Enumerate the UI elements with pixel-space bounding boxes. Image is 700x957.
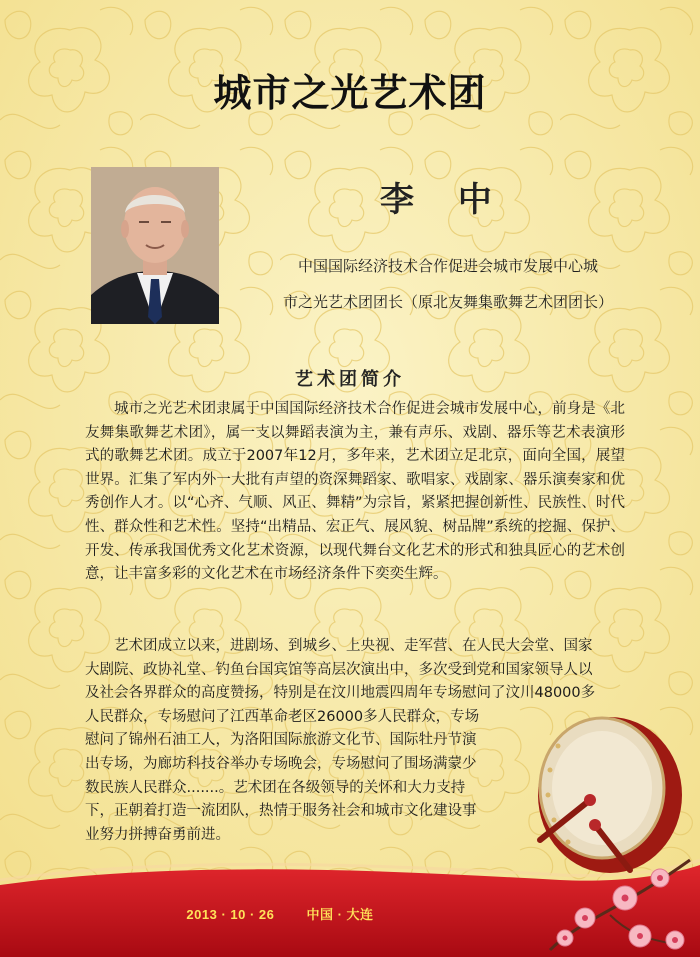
person-position — [248, 248, 648, 320]
paragraph-2-line: 艺术团成立以来，进剧场、到城乡、上央视、走军营、在人民大会堂、国家 — [114, 638, 593, 654]
intro-paragraph-1: 城市之光艺术团隶属于中国国际经济技术合作促进会城市发展中心，前身是《北友舞集歌舞艺术团》，属一支以舞蹈表演为主，兼有声乐、戏剧、器乐等艺术表演形式的歌舞艺术团。成立于2007年12月，多年来，艺术团立足北京，面向全国，展望世界。汇集了军内外一大批有声望的资深舞蹈家、歌唱家、戏剧家、器乐演奏家和优秀创作人才。以“心齐、气顺、风正、舞精”为宗旨，紧紧把握创新性、民族性、时代性、群众性和艺术性。坚持“出精品、宏正气、展风貌、树品牌”系统的挖掘、保护、开发、传承我国优秀文化艺术资源，以现代舞台文化艺术的形式和独具匠心的艺术创意，让丰富多彩的文化艺术在市场经济条件下奕奕生辉。 — [85, 401, 625, 583]
footer-place: 中国 · 大连 — [306, 907, 374, 922]
page-title: 城市之光艺术团 — [213, 70, 487, 115]
paragraph-2-line: 大剧院、政协礼堂、钓鱼台国宾馆等高层次演出中，多次受到党和国家领导人以 — [85, 661, 593, 678]
paragraph-2-line: 慰问了锦州石油工人，为洛阳国际旅游文化节、国际牡丹节演 — [85, 732, 477, 749]
plum-blossom-decoration — [540, 840, 700, 957]
footer-date-place — [0, 904, 560, 923]
person-position-line-2: 市之光艺术团团长（原北友舞集歌舞艺术团团长） — [282, 293, 613, 311]
paragraph-2-line: 及社会各界群众的高度赞扬，特别是在汶川地震四周年专场慰问了汶川48000多 — [85, 685, 596, 702]
paragraph-2-line: 数民族人民群众.......。艺术团在各级领导的关怀和大力支持 — [85, 779, 466, 796]
person-position-line-1: 中国国际经济技术合作促进会城市发展中心城 — [297, 257, 598, 275]
paragraph-2-line: 下，正朝着打造一流团队，热情于服务社会和城市文化建设事 — [85, 803, 477, 820]
paragraph-2-line: 业努力拼搏奋勇前进。 — [85, 826, 230, 843]
person-name: 李 中 — [380, 180, 508, 220]
portrait-photo — [91, 167, 219, 324]
footer-date: 2013 · 10 · 26 — [186, 907, 275, 922]
paragraph-2-line: 人民群众，专场慰问了江西革命老区26000多人民群众，专场 — [85, 708, 480, 725]
section-heading: 艺术团简介 — [295, 369, 405, 390]
paragraph-2-line: 出专场，为廊坊科技谷举办专场晚会，专场慰问了围场满蒙少 — [85, 755, 477, 772]
